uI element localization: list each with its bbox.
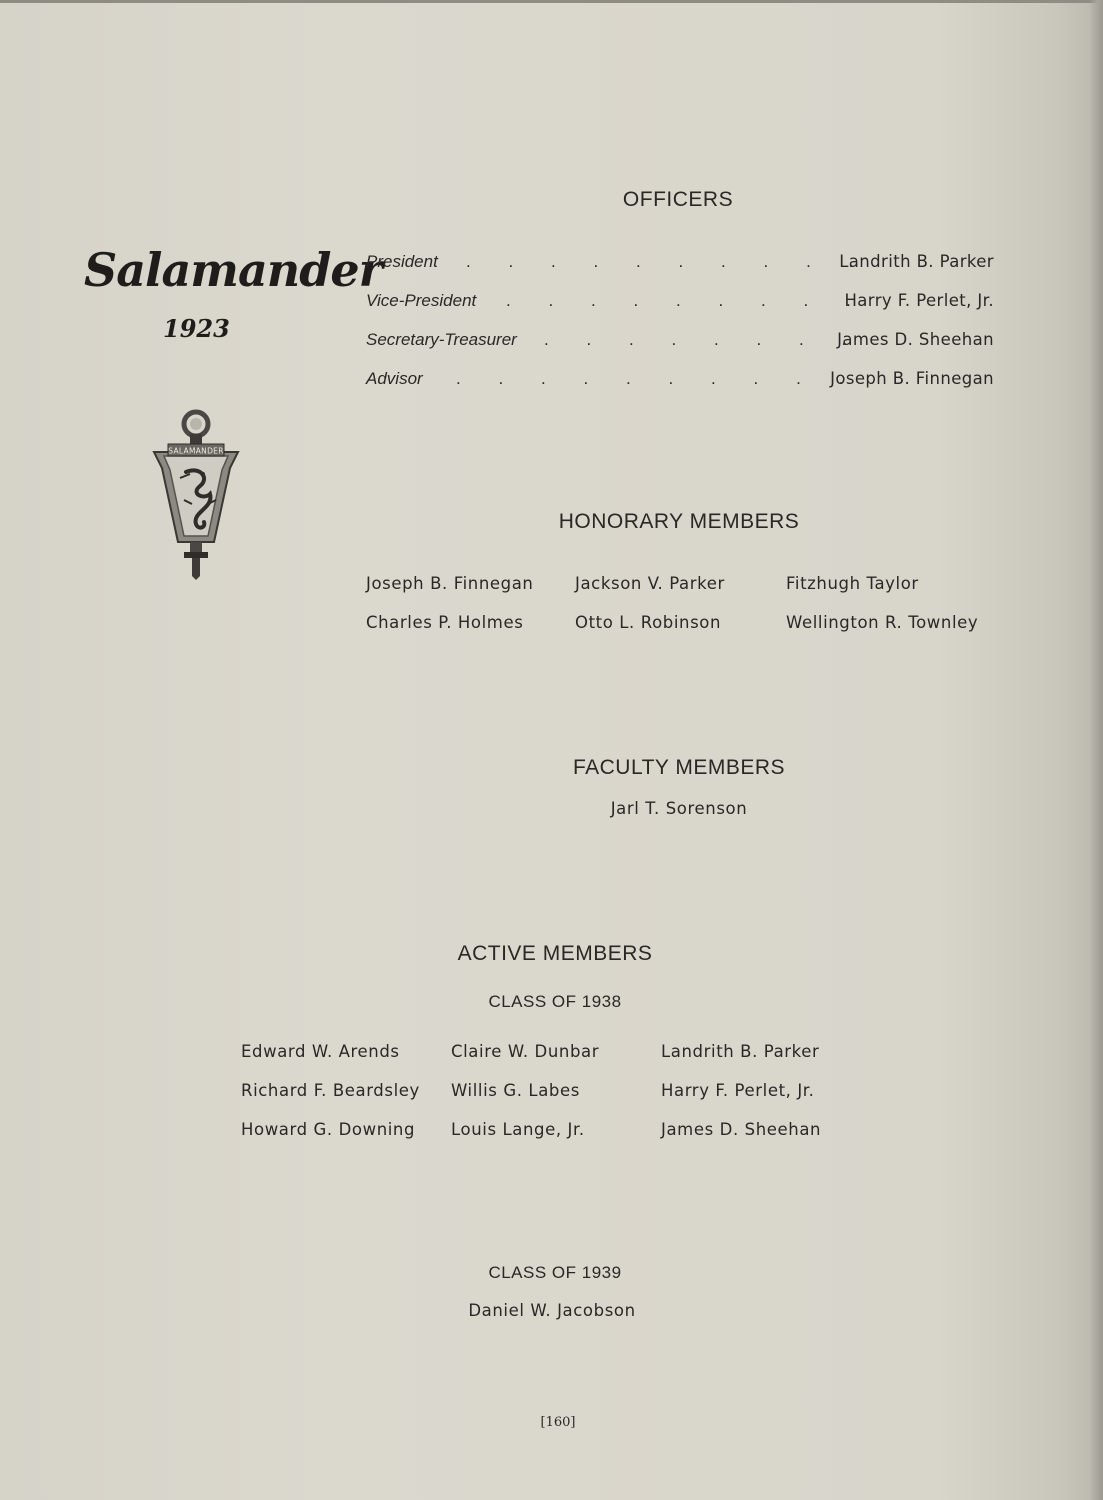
honorary-member: Fitzhugh Taylor xyxy=(786,574,919,593)
active-member: Landrith B. Parker xyxy=(661,1042,820,1061)
founding-year: 1923 xyxy=(163,314,230,343)
page-binding-shadow xyxy=(1089,0,1103,1500)
active-member: Edward W. Arends xyxy=(241,1042,400,1061)
officer-role: Advisor xyxy=(366,369,423,388)
honorary-member: Jackson V. Parker xyxy=(575,574,725,593)
officer-name: James D. Sheehan xyxy=(837,330,994,349)
active-member: Howard G. Downing xyxy=(241,1120,416,1139)
honorary-member: Charles P. Holmes xyxy=(366,613,524,632)
leader-dots: . . . . . . . . . . xyxy=(456,369,844,388)
faculty-member: Jarl T. Sorenson xyxy=(610,799,748,818)
faculty-heading: FACULTY MEMBERS xyxy=(572,756,786,779)
page-number: [160] xyxy=(540,1415,576,1430)
officer-role: President xyxy=(366,252,438,271)
active-heading: ACTIVE MEMBERS xyxy=(457,942,653,965)
active-member: Willis G. Labes xyxy=(451,1081,580,1100)
active-member: Claire W. Dunbar xyxy=(451,1042,600,1061)
officer-role: Vice-President xyxy=(366,291,477,310)
honorary-heading: HONORARY MEMBERS xyxy=(558,510,800,533)
honorary-member: Joseph B. Finnegan xyxy=(366,574,534,593)
class-1939-label: CLASS OF 1939 xyxy=(488,1263,622,1282)
active-member: Harry F. Perlet, Jr. xyxy=(661,1081,815,1100)
leader-dots: . . . . . . . . xyxy=(544,330,847,349)
society-name: Salamander xyxy=(84,243,382,297)
officer-name: Joseph B. Finnegan xyxy=(830,369,994,388)
emblem-label: SALAMANDER xyxy=(168,446,224,456)
officer-row-vice-president xyxy=(366,291,994,319)
officer-name: Landrith B. Parker xyxy=(839,252,994,271)
leader-dots: . . . . . . . . . xyxy=(506,291,851,310)
honorary-member: Wellington R. Townley xyxy=(786,613,979,632)
officers-heading: OFFICERS xyxy=(622,188,734,211)
active-member: Richard F. Beardsley xyxy=(241,1081,420,1100)
class-1938-label: CLASS OF 1938 xyxy=(488,992,622,1011)
active-member: James D. Sheehan xyxy=(661,1120,822,1139)
officer-row-advisor xyxy=(366,369,994,397)
active-member: Louis Lange, Jr. xyxy=(451,1120,585,1139)
officer-role: Secretary-Treasurer xyxy=(366,330,517,349)
officer-row-president xyxy=(366,252,994,280)
salamander-key-emblem-icon xyxy=(150,408,242,580)
page-top-edge xyxy=(0,0,1103,3)
officer-name: Harry F. Perlet, Jr. xyxy=(844,291,994,310)
officer-row-secretary-treasurer xyxy=(366,330,994,358)
leader-dots: . . . . . . . . . . xyxy=(466,252,854,271)
active-member: Daniel W. Jacobson xyxy=(468,1301,636,1320)
honorary-member: Otto L. Robinson xyxy=(575,613,722,632)
